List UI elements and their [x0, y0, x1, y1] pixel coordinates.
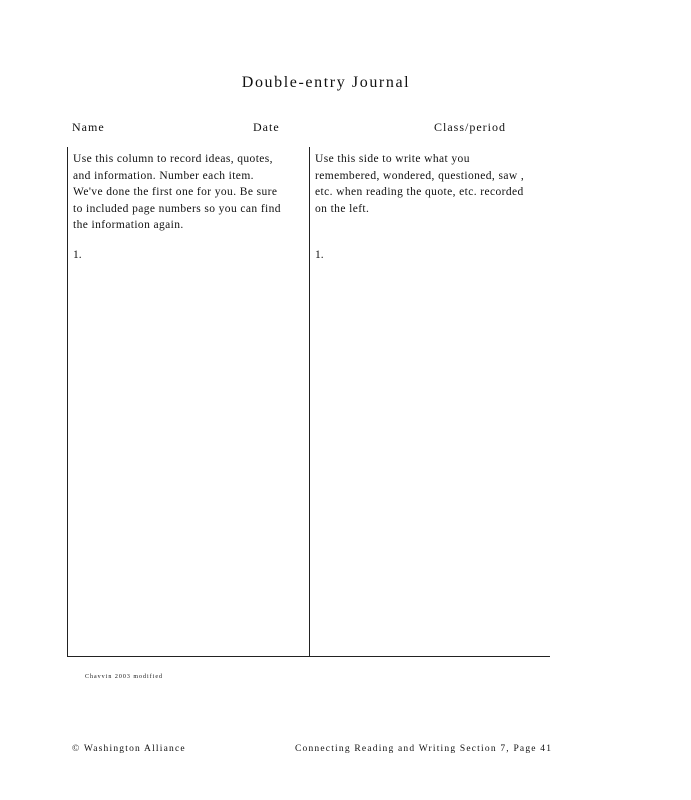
name-label: Name [72, 120, 105, 134]
right-column-instructions: Use this side to write what you remembered, wondered, questioned, saw , etc. when reading the quote, etc. recorded on the left. [315, 153, 525, 215]
journal-table [67, 147, 550, 657]
class-period-label: Class/period [434, 120, 506, 134]
page-title: Double-entry Journal [241, 74, 411, 91]
footer-page-info: Connecting Reading and Writing Section 7, Page 41 [295, 744, 553, 754]
right-entry-number: 1. [315, 249, 324, 261]
left-column-instructions: Use this column to record ideas, quotes, and information. Number each item. We've done the first one for you. Be sure to included page numbers so you can find the information again. [73, 153, 281, 231]
credit-note: Chavvin 2003 modified [85, 674, 163, 680]
footer-copyright: © Washington Alliance [72, 744, 186, 754]
column-divider [309, 147, 310, 656]
left-entry-number: 1. [73, 249, 82, 261]
date-label: Date [253, 120, 280, 134]
